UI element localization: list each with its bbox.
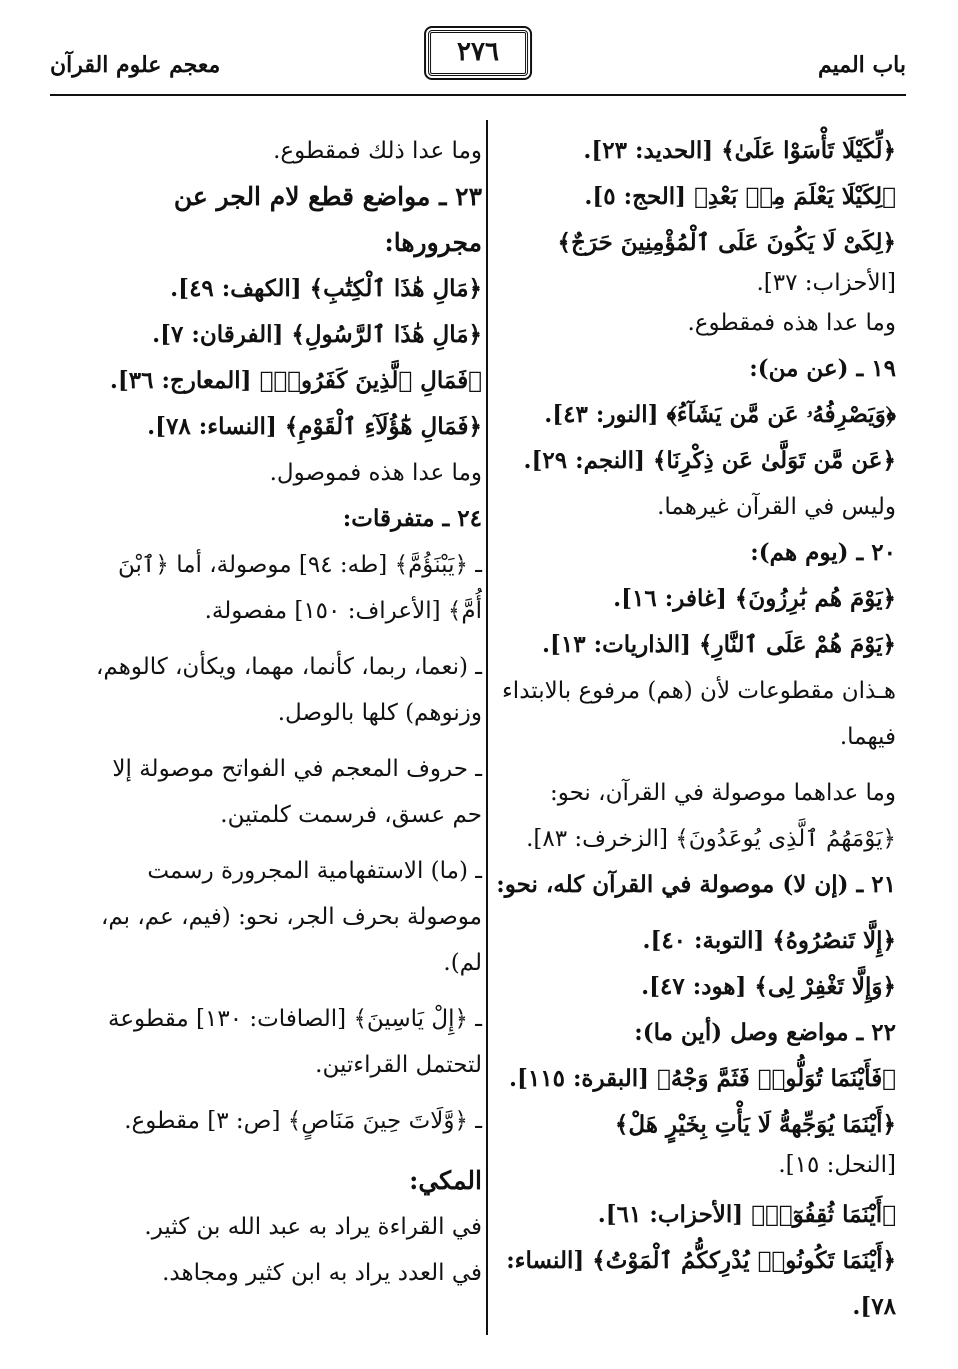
section-heading-22: ٢٢ ـ مواضع وصل (أين ما): xyxy=(634,1019,896,1046)
book-title: معجم علوم القرآن xyxy=(50,52,221,78)
verse-line: ﴿إِلَّا تَنصُرُوهُ﴾ [التوبة: ٤٠]. xyxy=(642,927,896,954)
section-heading-24: ٢٤ ـ متفرقات: xyxy=(342,505,482,532)
verse-reference: [النحل: ١٥]. xyxy=(778,1152,896,1178)
section-heading-21: ٢١ ـ (إن لا) موصولة في القرآن كله، نحو: xyxy=(496,871,896,898)
verse-line: ﴿وَيَصْرِفُهُۥ عَن مَّن يَشَآءُ﴾ [النور: ٤٣]. xyxy=(544,401,896,428)
chapter-title: باب الميم xyxy=(817,52,906,78)
verse-line: ﴿أَيْنَمَا ثُقِفُوٓا۟﴾ [الأحزاب: ٦١]. xyxy=(597,1201,896,1228)
verse-line: ﴿فَمَالِ هَٰٓؤُلَآءِ ٱلْقَوْمِ﴾ [النساء: ٧٨]. xyxy=(147,413,482,440)
verse-line: ﴿مَالِ هَٰذَا ٱلْكِتَٰبِ﴾ [الكهف: ٤٩]. xyxy=(170,275,482,302)
text-line: وما عدا هذه فمقطوع. xyxy=(687,310,896,336)
text-paragraph: ـ (ما) الاستفهامية المجرورة رسمت موصولة بحرف الجر، نحو: (فيم، عم، بم، لم). xyxy=(100,858,482,976)
verse-line: ﴿مَالِ هَٰذَا ٱلرَّسُولِ﴾ [الفرقان: ٧]. xyxy=(152,321,482,348)
text-line: وما عدا هذه فموصول. xyxy=(269,460,482,486)
verse-line: ﴿وَإِلَّا تَغْفِرْ لِى﴾ [هود: ٤٧]. xyxy=(641,973,896,1000)
entry-heading-makki: المكي: xyxy=(409,1166,482,1195)
verse-line: ﴿فَأَيْنَمَا تُوَلُّوا۟ فَثَمَّ وَجْهُ﴾ [البقرة: ١١٥]. xyxy=(508,1065,896,1092)
text-paragraph: ـ ﴿يَبْنَؤُمَّ﴾ [طه: ٩٤] موصولة، أما ﴿ٱبْنَ أُمَّ﴾ [الأعراف: ١٥٠] مفصولة. xyxy=(118,552,482,624)
verse-line: ﴿لِكَيْلَا يَعْلَمَ مِنۢ بَعْدِ﴾ [الحج: ٥]. xyxy=(584,183,896,210)
section-heading-23: ٢٣ ـ مواضع قطع لام الجر عن مجرورها: xyxy=(173,182,482,257)
verse-line: ﴿أَيْنَمَا تَكُونُوا۟ يُدْرِككُّمُ ٱلْمَوْتُ﴾ [النساء: ٧٨]. xyxy=(506,1247,896,1320)
page-number: ٢٧٦ xyxy=(428,30,528,76)
text-paragraph: وما عداهما موصولة في القرآن، نحو: ﴿يَوْمَهُمُ ٱلَّذِى يُوعَدُونَ﴾ [الزخرف: ٨٣]. xyxy=(526,780,896,852)
text-line: في القراءة يراد به عبد الله بن كثير. xyxy=(144,1214,482,1240)
text-paragraph: ـ حروف المعجم في الفواتح موصولة إلا حم عسق، فرسمت كلمتين. xyxy=(112,756,482,828)
verse-line: ﴿أَيْنَمَا يُوَجِّههُّ لَا يَأْتِ بِخَيْرٍ هَلْ﴾ xyxy=(614,1111,896,1138)
text-paragraph: ـ ﴿إِلْ يَاسِينَ﴾ [الصافات: ١٣٠] مقطوعة لتحتمل القراءتين. xyxy=(107,1006,482,1078)
right-column xyxy=(488,128,896,1330)
text-paragraph: هـذان مقطوعات لأن (هم) مرفوع بالابتداء فيهما. xyxy=(501,678,896,750)
text-paragraph: ـ ﴿وَّلَاتَ حِينَ مَنَاصٍ﴾ [ص: ٣] مقطوع. xyxy=(124,1108,482,1134)
verse-reference: [الأحزاب: ٣٧]. xyxy=(756,270,896,296)
verse-line: ﴿لِّكَيْلَا تَأْسَوْا عَلَىٰ﴾ [الحديد: ٢٣]. xyxy=(583,137,896,164)
section-heading-20: ٢٠ ـ (يوم هم): xyxy=(750,539,896,566)
page-header xyxy=(50,30,906,90)
text-line: وما عدا ذلك فمقطوع. xyxy=(273,138,482,164)
verse-line: ﴿يَوْمَ هُمْ عَلَى ٱلنَّارِ﴾ [الذاريات: ١٣]. xyxy=(541,631,896,658)
verse-line: ﴿يَوْمَ هُم بَٰرِزُونَ﴾ [غافر: ١٦]. xyxy=(613,585,896,612)
section-heading-19: ١٩ ـ (عن من): xyxy=(749,355,896,382)
header-rule xyxy=(50,94,906,96)
text-line: في العدد يراد به ابن كثير ومجاهد. xyxy=(162,1260,482,1286)
verse-line: ﴿فَمَالِ ٱلَّذِينَ كَفَرُوا۟﴾ [المعارج: ٣٦]. xyxy=(109,367,482,394)
verse-line: ﴿عَن مَّن تَوَلَّىٰ عَن ذِكْرِنَا﴾ [النجم: ٢٩]. xyxy=(523,447,896,474)
left-column xyxy=(78,128,482,1296)
text-line: وليس في القرآن غيرهما. xyxy=(657,494,896,520)
verse-line: ﴿لِكَىْ لَا يَكُونَ عَلَى ٱلْمُؤْمِنِينَ حَرَجٌ﴾ xyxy=(557,229,896,256)
text-paragraph: ـ (نعما، ربما، كأنما، مهما، ويكأن، كالوهم، وزنوهم) كلها بالوصل. xyxy=(95,654,482,726)
